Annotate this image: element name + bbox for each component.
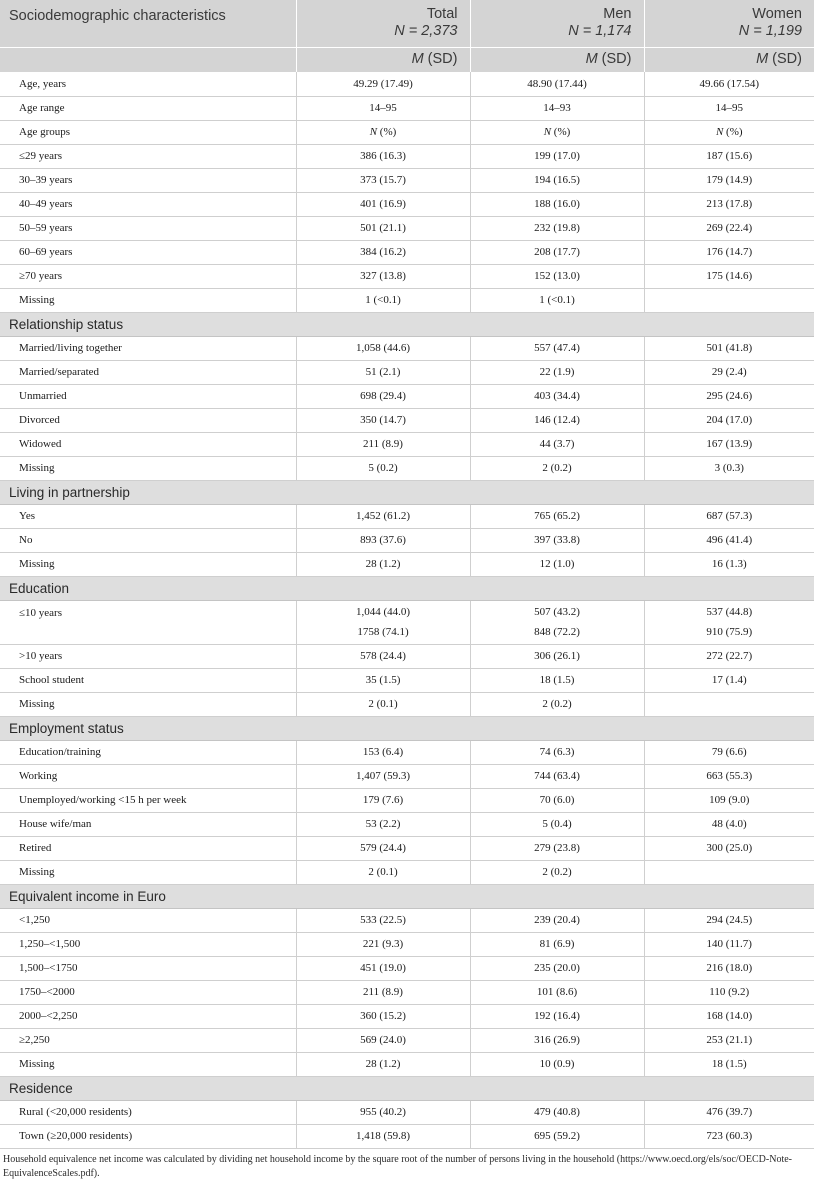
cell-total: 1,407 (59.3) [296, 764, 470, 788]
table-row [0, 764, 814, 788]
row-label: Unmarried [0, 384, 296, 408]
table-row [0, 1052, 814, 1076]
table-row [0, 72, 814, 96]
cell-total: 28 (1.2) [296, 552, 470, 576]
table-row [0, 384, 814, 408]
cell-women: 176 (14.7) [644, 240, 814, 264]
cell-men: 239 (20.4) [470, 908, 644, 932]
cell-men: 188 (16.0) [470, 192, 644, 216]
cell-total: 578 (24.4) [296, 644, 470, 668]
cell-total: 153 (6.4) [296, 740, 470, 764]
cell-women: 269 (22.4) [644, 216, 814, 240]
row-label: Rural (<20,000 residents) [0, 1100, 296, 1124]
cell-women: 294 (24.5) [644, 908, 814, 932]
row-label: 1,250–<1,500 [0, 932, 296, 956]
stat-sd: (SD) [423, 50, 458, 67]
row-label: Age, years [0, 72, 296, 96]
n-label: N [369, 126, 378, 138]
section-title: Equivalent income in Euro [0, 884, 814, 908]
cell-men: 146 (12.4) [470, 408, 644, 432]
table-row [0, 908, 814, 932]
cell-women [644, 120, 814, 144]
table-row [0, 192, 814, 216]
cell-line: 1,044 (44.0) [355, 606, 411, 618]
cell-women: 272 (22.7) [644, 644, 814, 668]
n-label: N [543, 126, 552, 138]
row-label: ≤10 years [0, 600, 296, 644]
cell-women: 140 (11.7) [644, 932, 814, 956]
header-men-title: Men [603, 6, 632, 22]
cell-total [296, 600, 470, 644]
cell-men: 765 (65.2) [470, 504, 644, 528]
table-row [0, 288, 814, 312]
cell-women: 687 (57.3) [644, 504, 814, 528]
cell-total: 211 (8.9) [296, 980, 470, 1004]
row-label: Age groups [0, 120, 296, 144]
cell-women: 175 (14.6) [644, 264, 814, 288]
cell-men: 22 (1.9) [470, 360, 644, 384]
cell-total: 893 (37.6) [296, 528, 470, 552]
table-row [0, 980, 814, 1004]
section-header-employment [0, 716, 814, 740]
header-women-title: Women [752, 6, 802, 22]
table-row [0, 456, 814, 480]
cell-total: 401 (16.9) [296, 192, 470, 216]
table-row [0, 1028, 814, 1052]
cell-women [644, 600, 814, 644]
cell-men: 18 (1.5) [470, 668, 644, 692]
cell-men: 208 (17.7) [470, 240, 644, 264]
cell-men: 316 (26.9) [470, 1028, 644, 1052]
header-total-title: Total [426, 6, 458, 22]
row-label: Education/training [0, 740, 296, 764]
header-men [470, 0, 644, 47]
cell-women: 110 (9.2) [644, 980, 814, 1004]
cell-total: 327 (13.8) [296, 264, 470, 288]
cell-women [644, 692, 814, 716]
table-row [0, 1004, 814, 1028]
cell-men: 1 (<0.1) [470, 288, 644, 312]
cell-women: 187 (15.6) [644, 144, 814, 168]
section-title: Residence [0, 1076, 814, 1100]
section-header-income [0, 884, 814, 908]
cell-total: 51 (2.1) [296, 360, 470, 384]
row-label: Missing [0, 860, 296, 884]
cell-total: 35 (1.5) [296, 668, 470, 692]
cell-women: 204 (17.0) [644, 408, 814, 432]
section-title: Relationship status [0, 312, 814, 336]
cell-men [470, 600, 644, 644]
cell-men: 2 (0.2) [470, 456, 644, 480]
cell-men: 12 (1.0) [470, 552, 644, 576]
cell-men: 81 (6.9) [470, 932, 644, 956]
cell-men: 557 (47.4) [470, 336, 644, 360]
table-row [0, 956, 814, 980]
cell-men: 5 (0.4) [470, 812, 644, 836]
table-row [0, 432, 814, 456]
section-header-education [0, 576, 814, 600]
cell-men: 279 (23.8) [470, 836, 644, 860]
stat-m: M [411, 50, 424, 67]
cell-women: 476 (39.7) [644, 1100, 814, 1124]
row-label: House wife/man [0, 812, 296, 836]
row-label: School student [0, 668, 296, 692]
cell-men: 232 (19.8) [470, 216, 644, 240]
row-label: No [0, 528, 296, 552]
header-stat-women [644, 47, 814, 72]
cell-women: 167 (13.9) [644, 432, 814, 456]
header-stat-men [470, 47, 644, 72]
cell-men: 479 (40.8) [470, 1100, 644, 1124]
section-header-partnership [0, 480, 814, 504]
cell-total: 386 (16.3) [296, 144, 470, 168]
stat-m: M [756, 50, 769, 67]
row-label: 50–59 years [0, 216, 296, 240]
table-row [0, 408, 814, 432]
cell-women: 213 (17.8) [644, 192, 814, 216]
section-header-residence [0, 1076, 814, 1100]
cell-men: 695 (59.2) [470, 1124, 644, 1148]
cell-total: 1 (<0.1) [296, 288, 470, 312]
row-label: 60–69 years [0, 240, 296, 264]
cell-women: 17 (1.4) [644, 668, 814, 692]
table-row [0, 336, 814, 360]
table-row [0, 668, 814, 692]
row-label: 40–49 years [0, 192, 296, 216]
cell-total: 179 (7.6) [296, 788, 470, 812]
header-men-n: N = 1,174 [568, 23, 632, 39]
cell-total: 211 (8.9) [296, 432, 470, 456]
cell-total: 360 (15.2) [296, 1004, 470, 1028]
cell-total: 955 (40.2) [296, 1100, 470, 1124]
cell-men: 152 (13.0) [470, 264, 644, 288]
section-header-relationship [0, 312, 814, 336]
cell-women: 300 (25.0) [644, 836, 814, 860]
header-stat-blank [0, 47, 296, 72]
cell-men: 403 (34.4) [470, 384, 644, 408]
table-row [0, 96, 814, 120]
header-total [296, 0, 470, 47]
row-label: Missing [0, 692, 296, 716]
pct-label: (%) [723, 126, 743, 138]
stat-sd: (SD) [597, 50, 632, 67]
table-row [0, 600, 814, 644]
table-row [0, 740, 814, 764]
cell-men: 192 (16.4) [470, 1004, 644, 1028]
cell-women: 3 (0.3) [644, 456, 814, 480]
cell-total: 501 (21.1) [296, 216, 470, 240]
cell-total: 49.29 (17.49) [296, 72, 470, 96]
row-label: Unemployed/working <15 h per week [0, 788, 296, 812]
row-label: Widowed [0, 432, 296, 456]
cell-women: 216 (18.0) [644, 956, 814, 980]
cell-women: 179 (14.9) [644, 168, 814, 192]
table-row [0, 692, 814, 716]
row-label: Age range [0, 96, 296, 120]
table-header [0, 0, 814, 72]
cell-women: 496 (41.4) [644, 528, 814, 552]
cell-women: 723 (60.3) [644, 1124, 814, 1148]
cell-women: 48 (4.0) [644, 812, 814, 836]
cell-total: 350 (14.7) [296, 408, 470, 432]
header-total-n: N = 2,373 [394, 23, 458, 39]
cell-women [644, 288, 814, 312]
cell-men: 2 (0.2) [470, 860, 644, 884]
cell-women: 295 (24.6) [644, 384, 814, 408]
stat-sd: (SD) [768, 50, 802, 67]
section-title: Employment status [0, 716, 814, 740]
row-label: Retired [0, 836, 296, 860]
row-label: Missing [0, 288, 296, 312]
table-row [0, 1124, 814, 1148]
cell-women: 168 (14.0) [644, 1004, 814, 1028]
cell-men: 397 (33.8) [470, 528, 644, 552]
row-label: >10 years [0, 644, 296, 668]
cell-total [296, 120, 470, 144]
cell-total: 1,418 (59.8) [296, 1124, 470, 1148]
cell-total: 384 (16.2) [296, 240, 470, 264]
table-row [0, 836, 814, 860]
header-women [644, 0, 814, 47]
cell-women: 18 (1.5) [644, 1052, 814, 1076]
table-row [0, 264, 814, 288]
row-label: 1,500–<1750 [0, 956, 296, 980]
table-row [0, 860, 814, 884]
cell-total: 14–95 [296, 96, 470, 120]
row-label: 30–39 years [0, 168, 296, 192]
table-row [0, 812, 814, 836]
cell-men: 2 (0.2) [470, 692, 644, 716]
cell-total: 373 (15.7) [296, 168, 470, 192]
table-row [0, 360, 814, 384]
cell-total: 5 (0.2) [296, 456, 470, 480]
cell-men: 48.90 (17.44) [470, 72, 644, 96]
pct-label: (%) [551, 126, 571, 138]
row-label: <1,250 [0, 908, 296, 932]
row-label: ≥2,250 [0, 1028, 296, 1052]
header-women-n: N = 1,199 [738, 23, 802, 39]
cell-women: 253 (21.1) [644, 1028, 814, 1052]
row-label: Missing [0, 552, 296, 576]
cell-men: 44 (3.7) [470, 432, 644, 456]
table-row [0, 120, 814, 144]
row-label: Married/separated [0, 360, 296, 384]
cell-total: 2 (0.1) [296, 692, 470, 716]
cell-men: 10 (0.9) [470, 1052, 644, 1076]
cell-line: 848 (72.2) [534, 626, 580, 638]
cell-total: 28 (1.2) [296, 1052, 470, 1076]
cell-total: 533 (22.5) [296, 908, 470, 932]
row-label: 1750–<2000 [0, 980, 296, 1004]
row-label: Yes [0, 504, 296, 528]
cell-men: 101 (8.6) [470, 980, 644, 1004]
table-row [0, 644, 814, 668]
cell-men: 235 (20.0) [470, 956, 644, 980]
table-row [0, 788, 814, 812]
cell-total: 451 (19.0) [296, 956, 470, 980]
table-row [0, 528, 814, 552]
n-label: N [715, 126, 724, 138]
stat-m: M [585, 50, 598, 67]
table-row [0, 932, 814, 956]
cell-total: 698 (29.4) [296, 384, 470, 408]
row-label: Missing [0, 456, 296, 480]
cell-total: 1,452 (61.2) [296, 504, 470, 528]
row-label: Married/living together [0, 336, 296, 360]
row-label: Working [0, 764, 296, 788]
table-footnote: Household equivalence net income was calculated by dividing net household income by the square root of the number of persons living in the household (https://www.oecd.org/els/soc/OECD-Note-EquivalenceScales.pdf). [3, 1153, 792, 1179]
cell-women: 29 (2.4) [644, 360, 814, 384]
cell-total: 2 (0.1) [296, 860, 470, 884]
row-label: ≤29 years [0, 144, 296, 168]
pct-label: (%) [377, 126, 397, 138]
table-row [0, 552, 814, 576]
cell-total: 221 (9.3) [296, 932, 470, 956]
cell-line: 537 (44.8) [706, 606, 753, 618]
table-row [0, 216, 814, 240]
cell-women: 79 (6.6) [644, 740, 814, 764]
cell-men: 744 (63.4) [470, 764, 644, 788]
cell-men: 194 (16.5) [470, 168, 644, 192]
row-label: Divorced [0, 408, 296, 432]
table-body [0, 72, 814, 1148]
cell-women: 14–95 [644, 96, 814, 120]
cell-women: 16 (1.3) [644, 552, 814, 576]
cell-men: 14–93 [470, 96, 644, 120]
cell-men: 306 (26.1) [470, 644, 644, 668]
row-label: Missing [0, 1052, 296, 1076]
cell-total: 1,058 (44.6) [296, 336, 470, 360]
header-stat-total [296, 47, 470, 72]
cell-men [470, 120, 644, 144]
table-row [0, 1100, 814, 1124]
row-label: ≥70 years [0, 264, 296, 288]
section-title: Living in partnership [0, 480, 814, 504]
header-characteristics: Sociodemographic characteristics [0, 0, 296, 47]
cell-line: 1758 (74.1) [357, 626, 409, 638]
cell-total: 569 (24.0) [296, 1028, 470, 1052]
cell-line: 507 (43.2) [534, 606, 580, 618]
row-label: 2000–<2,250 [0, 1004, 296, 1028]
section-title: Education [0, 576, 814, 600]
cell-women: 109 (9.0) [644, 788, 814, 812]
cell-men: 74 (6.3) [470, 740, 644, 764]
table-row [0, 144, 814, 168]
cell-women: 501 (41.8) [644, 336, 814, 360]
table-row [0, 168, 814, 192]
cell-total: 579 (24.4) [296, 836, 470, 860]
cell-total: 53 (2.2) [296, 812, 470, 836]
cell-women: 49.66 (17.54) [644, 72, 814, 96]
table-row [0, 240, 814, 264]
row-label: Town (≥20,000 residents) [0, 1124, 296, 1148]
table-row [0, 504, 814, 528]
cell-men: 70 (6.0) [470, 788, 644, 812]
cell-women: 663 (55.3) [644, 764, 814, 788]
cell-line: 910 (75.9) [706, 626, 753, 638]
cell-men: 199 (17.0) [470, 144, 644, 168]
cell-women [644, 860, 814, 884]
